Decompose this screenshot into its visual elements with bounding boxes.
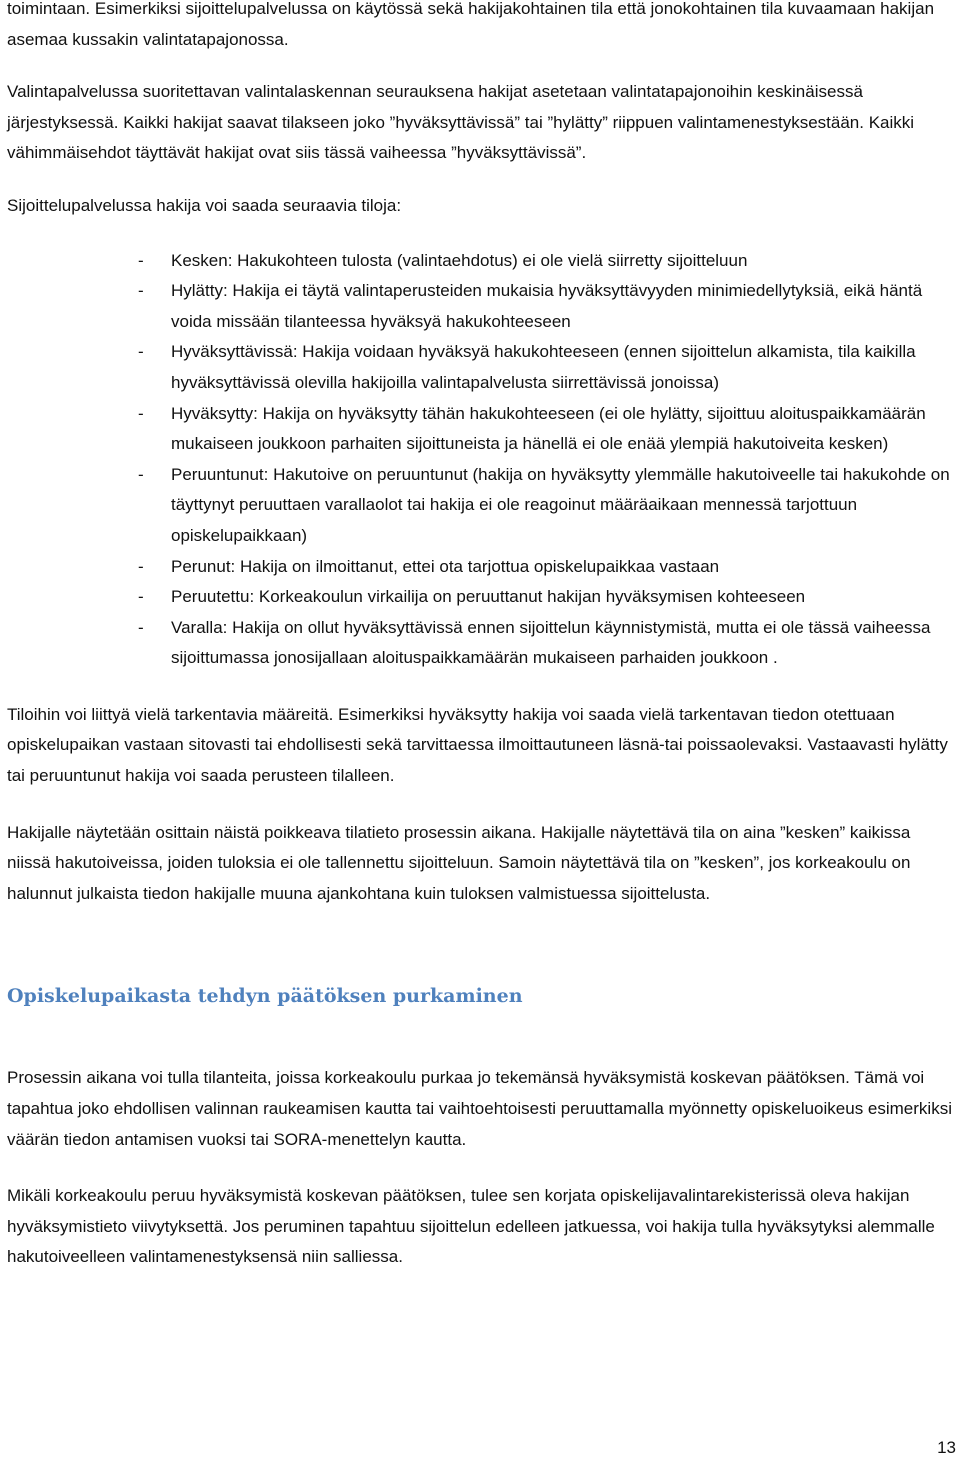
list-item-text: Varalla: Hakija on ollut hyväksyttävissä ennen sijoittelun käynnistymistä, mutta ei ole tässä vaiheessa sijoittumassa jonosijallaan aloituspaikkamäärän mukaiseen parhaiden joukkoon .	[171, 617, 931, 668]
list-dash: -	[138, 342, 144, 362]
list-item	[7, 552, 952, 583]
paragraph-korjaaminen: Mikäli korkeakoulu peruu hyväksymistä koskevan päätöksen, tulee sen korjata opiskelijavalintarekisterissä oleva hakijan hyväksymistieto viivytyksettä. Jos peruminen tapahtuu sijoittelun edelleen jatkuessa, voi hakija tulla hyväksytyksi alemmalle hakutoiveelleen valintamenestyksensä niin salliessa.	[7, 1186, 935, 1267]
paragraph-hakijalle-naytettava-tila: Hakijalle näytetään osittain näistä poikkeava tilatieto prosessin aikana. Hakijalle näytettävä tila on aina ”kesken” kaikissa niissä hakutoiveissa, joiden tuloksia ei ole tallennettu sijoitteluun. Samoin näytettävä tila on ”kesken”, jos korkeakoulu on halunnut julkaista tiedon hakijalle muuna ajankohtana kuin tuloksen valmistuessa sijoittelusta.	[7, 822, 911, 903]
paragraph-purkaminen: Prosessin aikana voi tulla tilanteita, joissa korkeakoulu purkaa jo tekemänsä hyväksymistä koskevan päätöksen. Tämä voi tapahtua joko ehdollisen valinnan raukeamisen kautta tai vaihtoehtoisesti peruuttamalla myönnetty opiskeluoikeus esimerkiksi väärän tiedon antamisen vuoksi tai SORA-menettelyn kautta.	[7, 1068, 952, 1149]
document-body	[7, 0, 952, 1273]
paragraph-status-intro: Sijoittelupalvelussa hakija voi saada seuraavia tiloja:	[7, 195, 402, 215]
page-number: 13	[937, 1438, 956, 1457]
list-item	[7, 582, 952, 613]
list-item-text: Hyväksytty: Hakija on hyväksytty tähän hakukohteeseen (ei ole hylätty, sijoittuu aloituspaikkamäärän mukaiseen joukkoon parhaiten sijoittuneista ja hänellä ei ole enää ylempiä hakutoiveita kesken)	[171, 403, 926, 454]
section-heading: Opiskelupaikasta tehdyn päätöksen purkaminen	[7, 985, 523, 1008]
paragraph-tarkentavat-maareet: Tiloihin voi liittyä vielä tarkentavia määreitä. Esimerkiksi hyväksytty hakija voi saada vielä tarkentavan tiedon otettuaan opiskelupaikan vastaan sitovasti tai ehdollisesti sekä tarvittaessa ilmoittautuneen läsnä-tai poissaolevaksi. Vastaavasti hylätty tai peruuntunut hakija voi saada perusteen tilalleen.	[7, 704, 948, 786]
list-item	[7, 337, 952, 398]
list-dash: -	[138, 403, 144, 423]
list-dash: -	[138, 464, 144, 484]
list-dash: -	[138, 250, 144, 270]
list-item-text: Hylätty: Hakija ei täytä valintaperusteiden mukaisia hyväksyttävyyden minimiedellytyksiä, eikä häntä voida missään tilanteessa hyväksyä hakukohteeseen	[171, 281, 923, 331]
paragraph-continuation: toimintaan. Esimerkiksi sijoittelupalvelussa on käytössä sekä hakijakohtainen tila että jonokohtainen tila kuvaamaan hakijan asemaa kussakin valintatapajonossa.	[7, 0, 935, 49]
paragraph-valintapalvelu: Valintapalvelussa suoritettavan valintalaskennan seurauksena hakijat asetetaan valintatapajonoihin keskinäisessä järjestyksessä. Kaikki hakijat saavat tilakseen joko ”hyväksyttävissä” tai ”hylätty” riippuen valintamenestyksestään. Kaikki vähimmäisehdot täyttävät hakijat ovat siis tässä vaiheessa ”hyväksyttävissä”.	[7, 82, 915, 163]
list-item	[7, 460, 952, 552]
list-dash: -	[138, 281, 144, 301]
list-dash: -	[138, 617, 144, 637]
list-item	[7, 613, 952, 674]
list-item-text: Peruuntunut: Hakutoive on peruuntunut (hakija on hyväksytty ylemmälle hakutoiveelle tai hakukohde on täyttynyt peruuttaen varallaolot tai hakija ei ole reagoinut määräaikaan mennessä tarjottuun opiskelupaikkaan)	[171, 464, 950, 545]
list-dash: -	[138, 587, 144, 607]
list-item-text: Hyväksyttävissä: Hakija voidaan hyväksyä hakukohteeseen (ennen sijoittelun alkamista, tila kaikilla hyväksyttävissä olevilla hakijoilla valintapalvelusta siirrettävissä jonoissa)	[171, 342, 916, 392]
list-item	[7, 399, 952, 460]
list-item-text: Kesken: Hakukohteen tulosta (valintaehdotus) ei ole vielä siirretty sijoitteluun	[171, 250, 748, 270]
list-item-text: Perunut: Hakija on ilmoittanut, ettei ota tarjottua opiskelupaikkaa vastaan	[171, 556, 720, 576]
list-item	[7, 276, 952, 337]
list-item-text: Peruutettu: Korkeakoulun virkailija on peruuttanut hakijan hyväksymisen kohteeseen	[171, 587, 806, 607]
list-item	[7, 246, 952, 277]
status-list	[7, 246, 952, 674]
list-dash: -	[138, 556, 144, 576]
